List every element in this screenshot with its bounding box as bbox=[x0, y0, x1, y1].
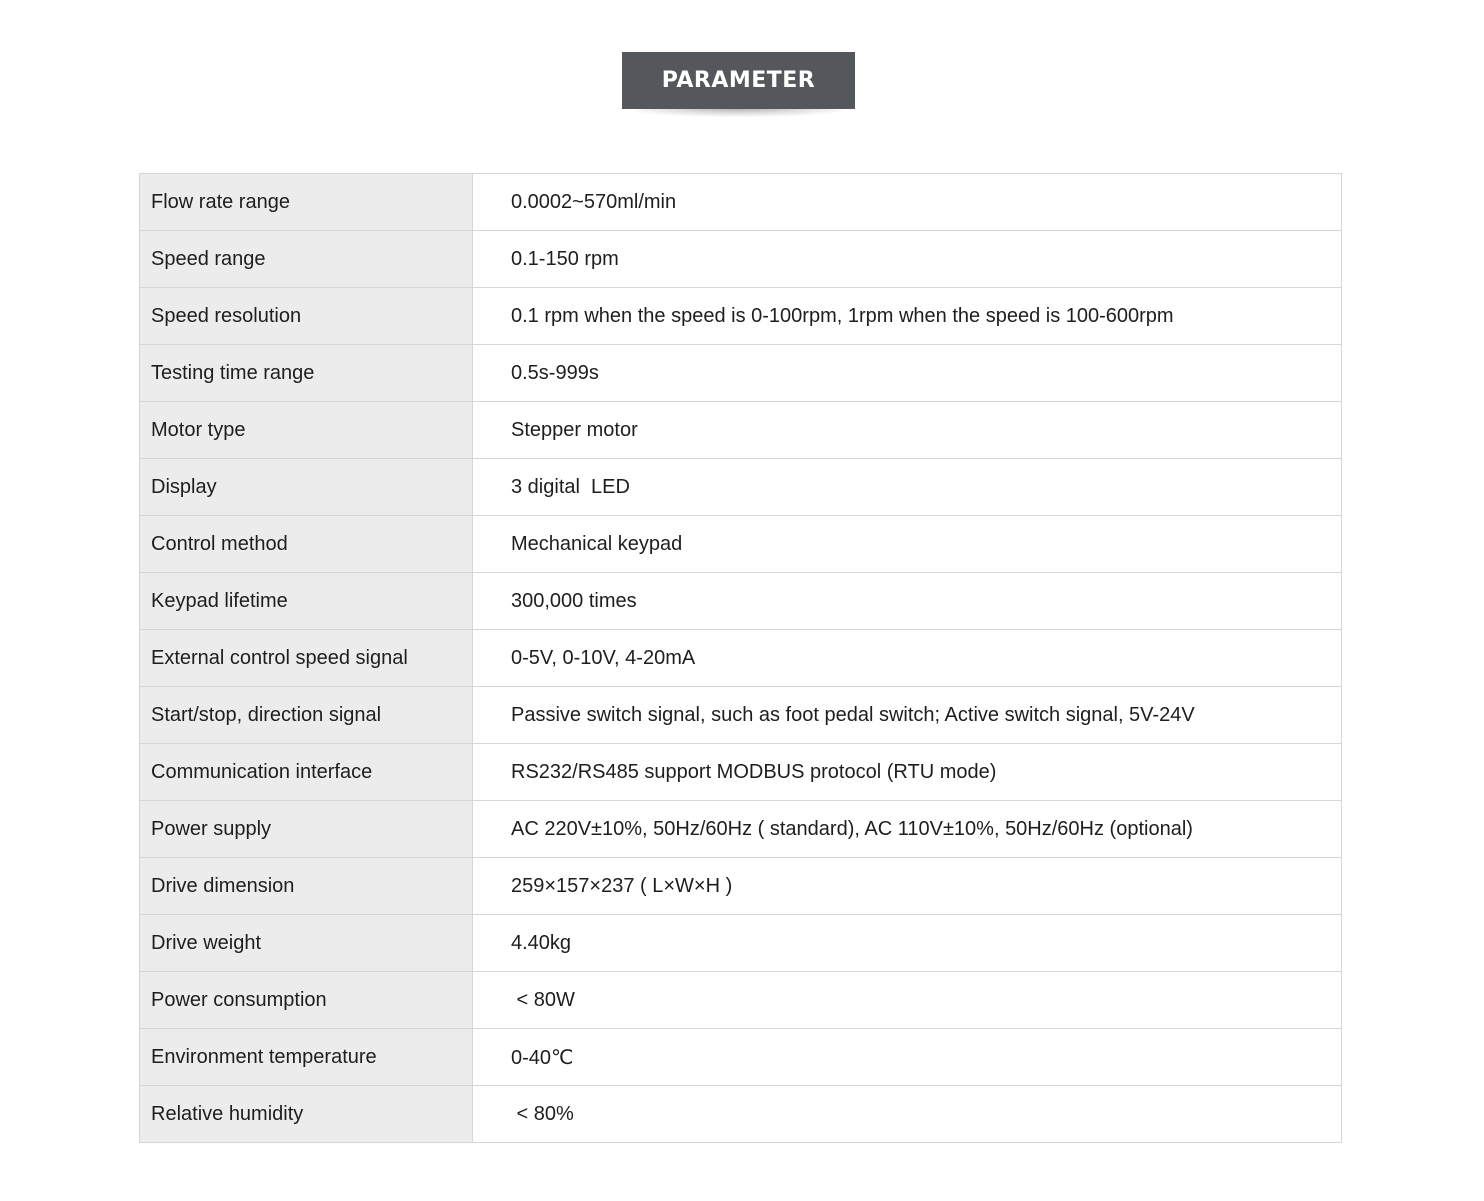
row-label: Environment temperature bbox=[140, 1029, 473, 1086]
row-value: 0-40℃ bbox=[473, 1029, 1342, 1086]
table-row bbox=[140, 288, 1342, 345]
row-label: Relative humidity bbox=[140, 1086, 473, 1143]
row-value: 4.40kg bbox=[473, 915, 1342, 972]
row-value: 0.0002~570ml/min bbox=[473, 174, 1342, 231]
row-label: Motor type bbox=[140, 402, 473, 459]
row-value: 300,000 times bbox=[473, 573, 1342, 630]
table-row bbox=[140, 915, 1342, 972]
row-value: 0.1-150 rpm bbox=[473, 231, 1342, 288]
row-value: 259×157×237 ( L×W×H ) bbox=[473, 858, 1342, 915]
row-value: 3 digital LED bbox=[473, 459, 1342, 516]
row-value: Passive switch signal, such as foot pedal switch; Active switch signal, 5V-24V bbox=[473, 687, 1342, 744]
table-row bbox=[140, 858, 1342, 915]
row-value: 0-5V, 0-10V, 4-20mA bbox=[473, 630, 1342, 687]
table-row bbox=[140, 1086, 1342, 1143]
row-label: Speed range bbox=[140, 231, 473, 288]
row-value: 0.5s-999s bbox=[473, 345, 1342, 402]
table-row bbox=[140, 972, 1342, 1029]
row-label: Control method bbox=[140, 516, 473, 573]
row-label: Keypad lifetime bbox=[140, 573, 473, 630]
row-label: Communication interface bbox=[140, 744, 473, 801]
table-row bbox=[140, 630, 1342, 687]
table-row bbox=[140, 402, 1342, 459]
row-label: Power consumption bbox=[140, 972, 473, 1029]
table-row bbox=[140, 231, 1342, 288]
table-row bbox=[140, 1029, 1342, 1086]
row-label: Drive dimension bbox=[140, 858, 473, 915]
row-label: Power supply bbox=[140, 801, 473, 858]
row-value: < 80% bbox=[473, 1086, 1342, 1143]
row-label: Flow rate range bbox=[140, 174, 473, 231]
table-row bbox=[140, 516, 1342, 573]
row-value: AC 220V±10%, 50Hz/60Hz ( standard), AC 110V±10%, 50Hz/60Hz (optional) bbox=[473, 801, 1342, 858]
row-value: Mechanical keypad bbox=[473, 516, 1342, 573]
row-value: Stepper motor bbox=[473, 402, 1342, 459]
row-label: External control speed signal bbox=[140, 630, 473, 687]
row-label: Testing time range bbox=[140, 345, 473, 402]
row-label: Display bbox=[140, 459, 473, 516]
table-row bbox=[140, 459, 1342, 516]
parameter-table bbox=[139, 173, 1342, 1143]
parameter-header bbox=[622, 52, 855, 109]
table-row bbox=[140, 174, 1342, 231]
row-value: 0.1 rpm when the speed is 0-100rpm, 1rpm when the speed is 100-600rpm bbox=[473, 288, 1342, 345]
row-label: Drive weight bbox=[140, 915, 473, 972]
table-row bbox=[140, 345, 1342, 402]
row-label: Start/stop, direction signal bbox=[140, 687, 473, 744]
row-label: Speed resolution bbox=[140, 288, 473, 345]
row-value: < 80W bbox=[473, 972, 1342, 1029]
table-row bbox=[140, 687, 1342, 744]
table-row bbox=[140, 573, 1342, 630]
row-value: RS232/RS485 support MODBUS protocol (RTU mode) bbox=[473, 744, 1342, 801]
table-row bbox=[140, 801, 1342, 858]
header-title: PARAMETER bbox=[622, 52, 855, 109]
table-row bbox=[140, 744, 1342, 801]
